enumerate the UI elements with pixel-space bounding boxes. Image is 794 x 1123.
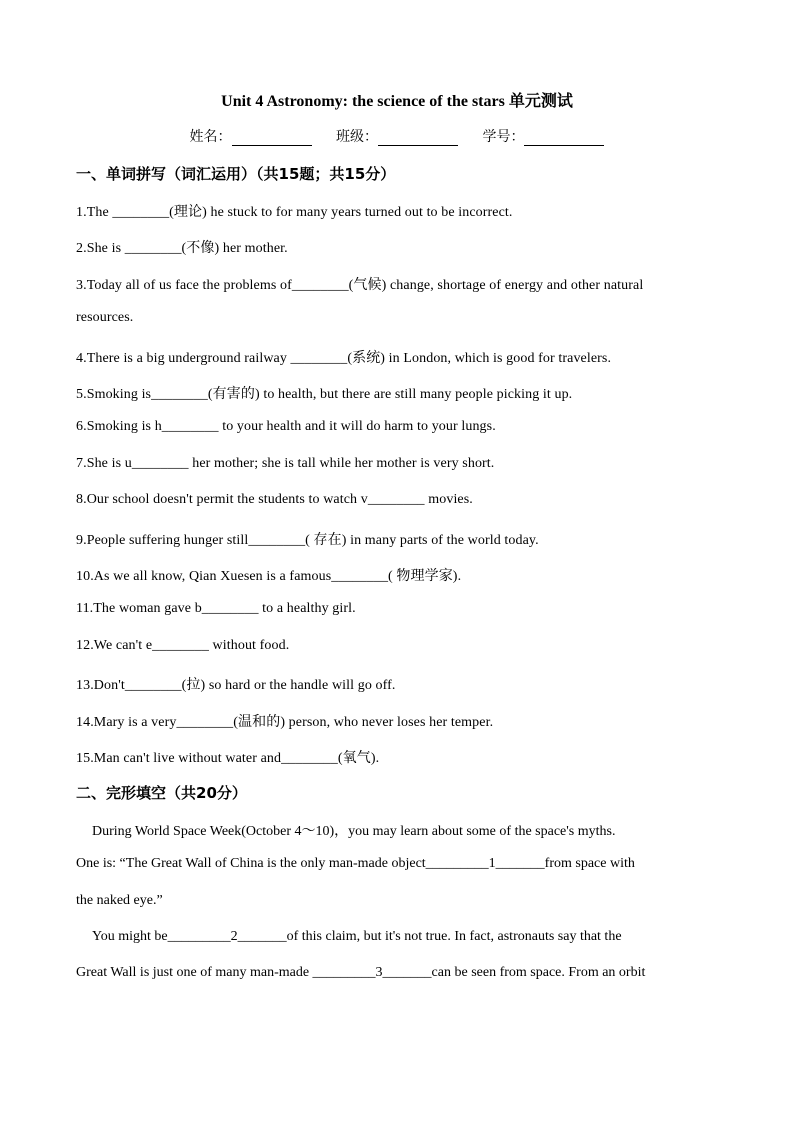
class-label: 班级： (336, 129, 378, 145)
id-field (482, 126, 604, 146)
section1-heading: 一、单词拼写（词汇运用）（共15题；共15分） (76, 165, 396, 183)
student-info-line (0, 126, 794, 146)
question-line: 12.We can't e________ without food. (76, 638, 290, 653)
class-field (336, 126, 458, 146)
question-line: 2.She is ________(不像) her mother. (76, 241, 288, 256)
passage-line: Great Wall is just one of many man-made _________3_______can be seen from space. From an orbit (76, 965, 646, 980)
section2-heading: 二、完形填空（共20分） (76, 784, 247, 802)
passage-line: You might be_________2_______of this claim, but it's not true. In fact, astronauts say that the (92, 929, 622, 944)
question-line: 10.As we all know, Qian Xuesen is a famous________( 物理学家). (76, 569, 462, 584)
passage-line: During World Space Week(October 4～10)，you may learn about some of the space's myths. (92, 824, 616, 839)
passage-line: the naked eye.” (76, 893, 163, 908)
passage-line: One is: “The Great Wall of China is the only man-made object_________1_______from space with (76, 856, 635, 871)
question-line: 5.Smoking is________(有害的) to health, but there are still many people picking it up. (76, 387, 573, 402)
question-line: 4.There is a big underground railway ________(系统) in London, which is good for travelers. (76, 351, 612, 366)
question-line: 3.Today all of us face the problems of________(气候) change, shortage of energy and other natural (76, 278, 644, 293)
question-line: 7.She is u________ her mother; she is tall while her mother is very short. (76, 456, 495, 471)
name-blank (232, 131, 312, 146)
question-line: 8.Our school doesn't permit the students to watch v________ movies. (76, 492, 473, 507)
question-line: resources. (76, 310, 134, 325)
id-label: 学号： (482, 129, 525, 145)
question-line: 6.Smoking is h________ to your health and it will do harm to your lungs. (76, 419, 496, 434)
question-line: 1.The ________(理论) he stuck to for many years turned out to be incorrect. (76, 205, 513, 220)
question-line: 9.People suffering hunger still________( 存在) in many parts of the world today. (76, 533, 539, 548)
id-blank (524, 131, 604, 146)
question-line: 15.Man can't live without water and________(氧气). (76, 751, 380, 766)
question-line: 14.Mary is a very________(温和的) person, who never loses her temper. (76, 715, 494, 730)
question-line: 11.The woman gave b________ to a healthy girl. (76, 601, 356, 616)
name-field (190, 126, 312, 146)
document-title: Unit 4 Astronomy: the science of the stars 单元测试 (221, 93, 573, 110)
name-label: 姓名： (189, 129, 232, 145)
question-line: 13.Don't________(拉) so hard or the handle will go off. (76, 678, 396, 693)
class-blank (378, 131, 458, 146)
